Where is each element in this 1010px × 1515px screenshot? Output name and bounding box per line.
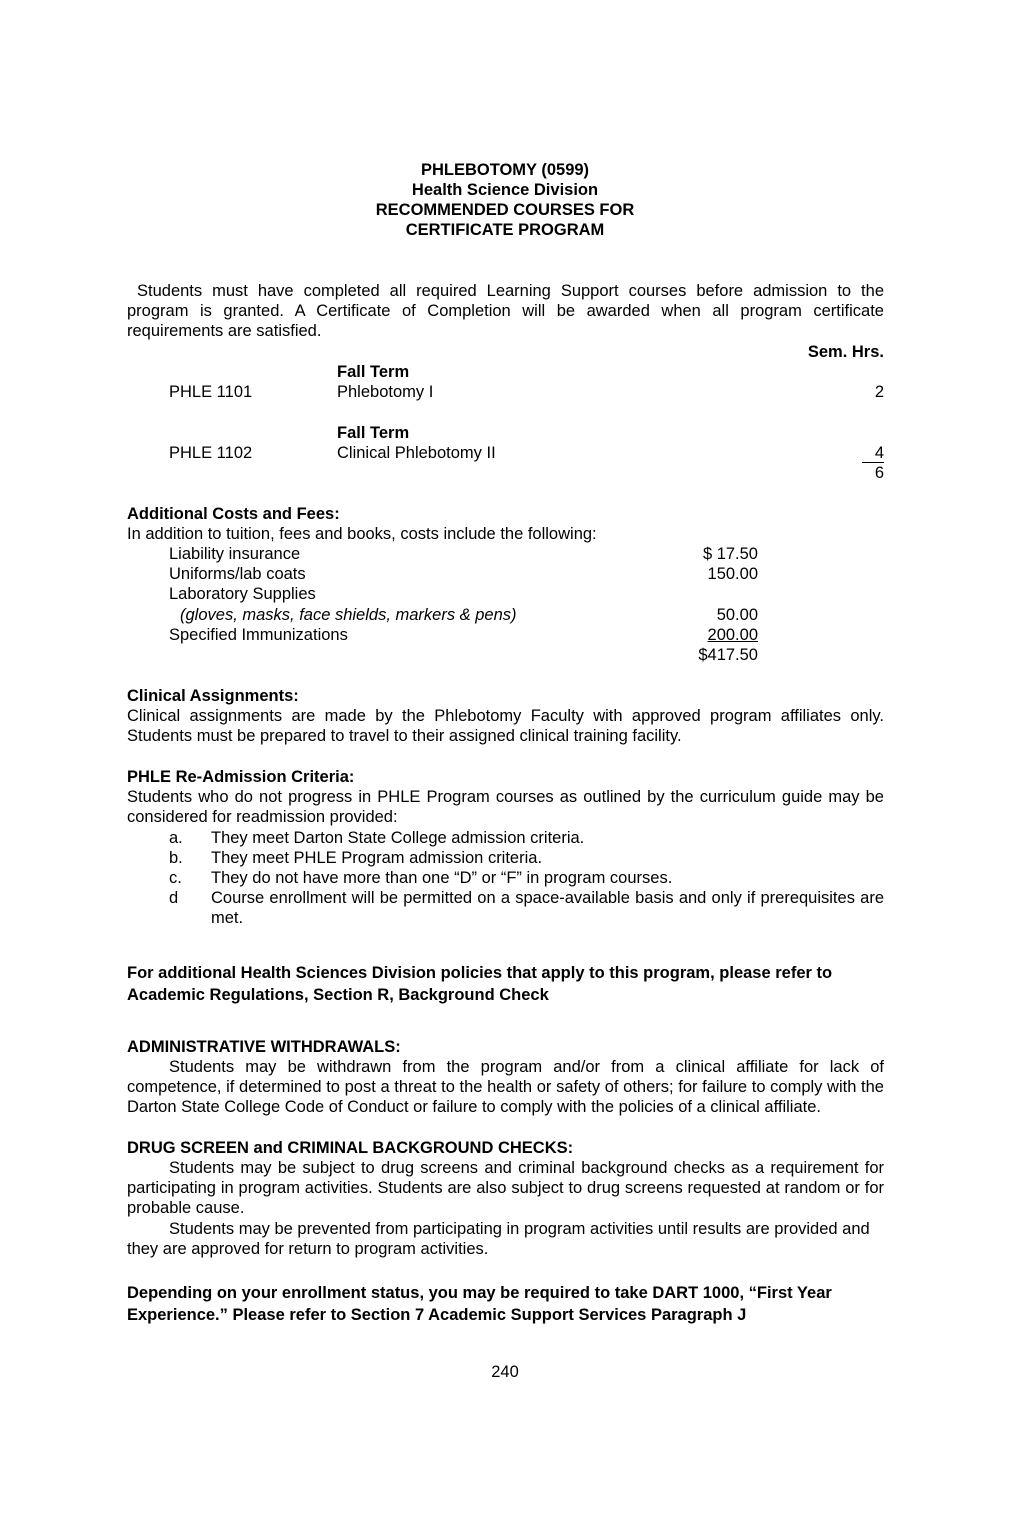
title-line-2: Health Science Division <box>411 181 599 199</box>
list-marker: a. <box>169 829 183 847</box>
course-code: PHLE 1101 <box>169 383 253 401</box>
total-hours: 6 <box>874 464 884 482</box>
course-hours: 4 <box>874 444 884 462</box>
title-line-3: RECOMMENDED COURSES FOR <box>375 201 635 219</box>
cost-item-amount: 150.00 <box>707 565 758 583</box>
policies-note: For additional Health Sciences Division policies that apply to this program, please refer to Academic Regulations, Section R, Background Check <box>127 964 833 1004</box>
course-name: Phlebotomy I <box>337 383 434 401</box>
costs-heading: Additional Costs and Fees: <box>127 505 340 523</box>
costs-intro: In addition to tuition, fees and books, costs include the following: <box>127 525 597 543</box>
sem-hrs-header: Sem. Hrs. <box>807 343 884 361</box>
cost-item-label: Laboratory Supplies <box>169 585 316 603</box>
withdrawals-heading: ADMINISTRATIVE WITHDRAWALS: <box>127 1038 401 1056</box>
title-line-4: CERTIFICATE PROGRAM <box>405 221 605 239</box>
list-item: Course enrollment will be permitted on a space-available basis and only if prerequisites are met. <box>211 889 884 928</box>
intro-paragraph: Students must have completed all required Learning Support courses before admission to the program is granted. A Certificate of Completion will be awarded when all program certificate requirements are satisfied. <box>127 282 884 341</box>
withdrawals-body: Students may be withdrawn from the program and/or from a clinical affiliate for lack of competence, if determined to post a threat to the health or safety of others; for failure to comply with the Darton State College Code of Conduct or failure to comply with the policies of a clinical affiliate. <box>127 1058 884 1117</box>
list-marker: c. <box>169 869 182 887</box>
list-item: They do not have more than one “D” or “F” in program courses. <box>211 869 673 887</box>
readmission-heading: PHLE Re-Admission Criteria: <box>127 768 355 786</box>
list-marker: b. <box>169 849 183 867</box>
readmission-body: Students who do not progress in PHLE Program courses as outlined by the curriculum guide may be considered for readmission provided: <box>127 788 884 827</box>
cost-item-amount: $ 17.50 <box>702 545 758 563</box>
course-code: PHLE 1102 <box>169 444 253 462</box>
cost-item-label: Liability insurance <box>169 545 301 563</box>
course-name: Clinical Phlebotomy II <box>337 444 496 462</box>
list-marker: d <box>169 889 179 907</box>
cost-item-amount: 200.00 <box>707 626 758 644</box>
term-label: Fall Term <box>337 363 410 381</box>
clinical-body: Clinical assignments are made by the Phlebotomy Faculty with approved program affiliates only. Students must be prepared to travel to their assigned clinical training facility. <box>127 707 884 746</box>
cost-item-label: Specified Immunizations <box>169 626 348 644</box>
drug-screen-para-2: Students may be prevented from participating in program activities until results are provided and they are approved for return to program activities. <box>127 1220 870 1259</box>
title-line-1: PHLEBOTOMY (0599) <box>420 161 590 179</box>
list-item: They meet PHLE Program admission criteria. <box>211 849 543 867</box>
list-item: They meet Darton State College admission criteria. <box>211 829 585 847</box>
cost-total: $417.50 <box>698 646 758 664</box>
course-hours: 2 <box>874 383 884 401</box>
cost-item-detail: (gloves, masks, face shields, markers & pens) <box>180 606 517 624</box>
dart-note: Depending on your enrollment status, you may be required to take DART 1000, “First Year Experience.” Please refer to Section 7 Academic Support Services Paragraph J <box>127 1284 832 1324</box>
page-number: 240 <box>491 1363 519 1381</box>
cost-item-label: Uniforms/lab coats <box>169 565 306 583</box>
clinical-heading: Clinical Assignments: <box>127 687 299 705</box>
drug-screen-para-1: Students may be subject to drug screens and criminal background checks as a requirement for participating in program activities. Students are also subject to drug screens requested at random or for probable cause. <box>127 1159 884 1218</box>
drug-screen-heading: DRUG SCREEN and CRIMINAL BACKGROUND CHECKS: <box>127 1139 574 1157</box>
term-label: Fall Term <box>337 424 410 442</box>
cost-item-amount: 50.00 <box>716 606 758 624</box>
